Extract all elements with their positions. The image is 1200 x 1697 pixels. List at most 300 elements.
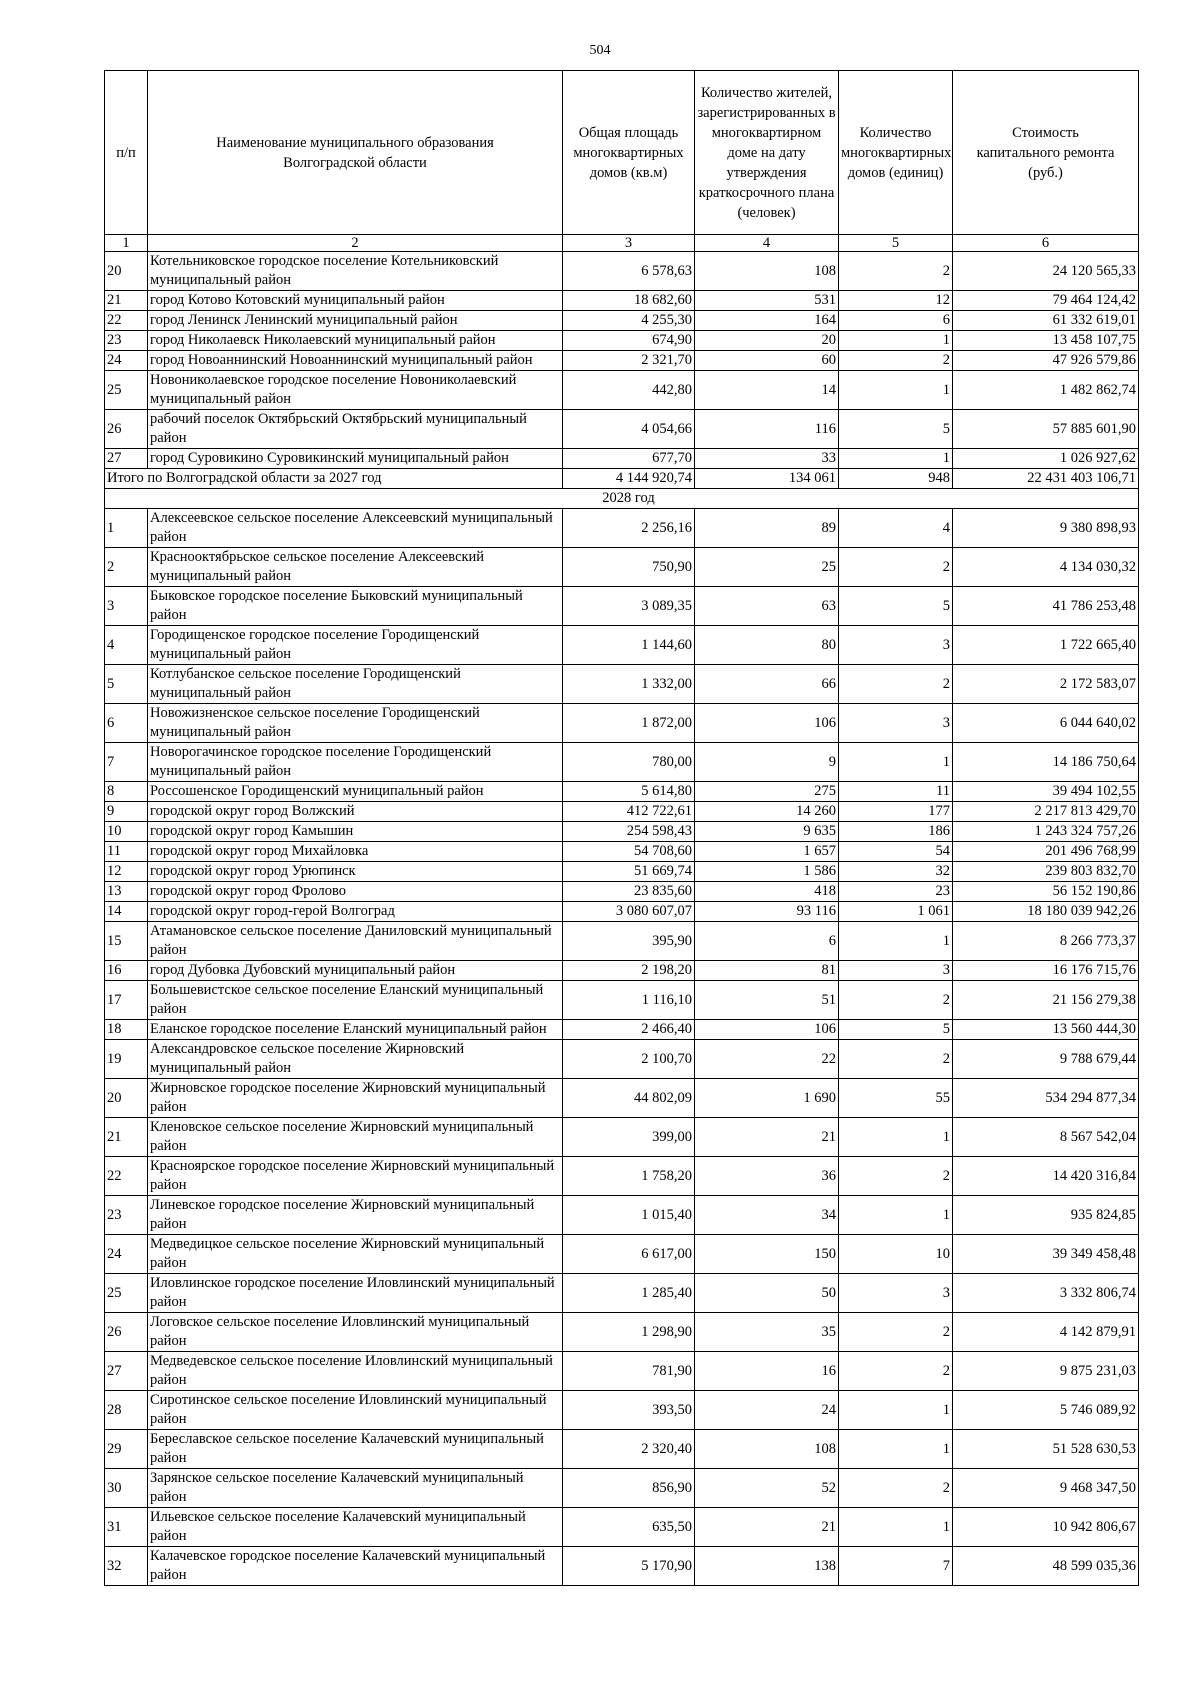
residents-value: 21 xyxy=(695,1508,839,1547)
residents-value: 34 xyxy=(695,1196,839,1235)
row-number: 17 xyxy=(105,981,148,1020)
residents-value: 66 xyxy=(695,665,839,704)
cost-value: 9 380 898,93 xyxy=(953,509,1139,548)
residents-value: 93 116 xyxy=(695,902,839,922)
municipality-name: городской округ город Фролово xyxy=(148,882,563,902)
municipality-name: Линевское городское поселение Жирновский муниципальный район xyxy=(148,1196,563,1235)
capital-repair-table xyxy=(104,70,1139,1586)
houses-value: 2 xyxy=(839,981,953,1020)
rows-2028 xyxy=(105,509,1139,1586)
table-row xyxy=(105,252,1139,291)
area-value: 1 116,10 xyxy=(563,981,695,1020)
table-row xyxy=(105,704,1139,743)
total-residents: 134 061 xyxy=(695,469,839,489)
houses-value: 4 xyxy=(839,509,953,548)
table-row xyxy=(105,922,1139,961)
houses-value: 186 xyxy=(839,822,953,842)
houses-value: 1 xyxy=(839,743,953,782)
table-row xyxy=(105,509,1139,548)
houses-value: 3 xyxy=(839,704,953,743)
table-row xyxy=(105,1391,1139,1430)
table-row xyxy=(105,665,1139,704)
municipality-name: Зарянское сельское поселение Калачевский муниципальный район xyxy=(148,1469,563,1508)
houses-value: 23 xyxy=(839,882,953,902)
area-value: 750,90 xyxy=(563,548,695,587)
table-row xyxy=(105,587,1139,626)
cost-value: 4 134 030,32 xyxy=(953,548,1139,587)
cost-value: 61 332 619,01 xyxy=(953,311,1139,331)
cost-value: 4 142 879,91 xyxy=(953,1313,1139,1352)
year-spacer xyxy=(105,489,563,509)
area-value: 780,00 xyxy=(563,743,695,782)
table-row xyxy=(105,981,1139,1020)
row-number: 28 xyxy=(105,1391,148,1430)
total-label: Итого по Волгоградской области за 2027 год xyxy=(105,469,563,489)
row-number: 25 xyxy=(105,1274,148,1313)
houses-value: 5 xyxy=(839,1020,953,1040)
row-number: 23 xyxy=(105,331,148,351)
residents-value: 150 xyxy=(695,1235,839,1274)
houses-value: 3 xyxy=(839,961,953,981)
row-number: 27 xyxy=(105,449,148,469)
houses-value: 2 xyxy=(839,351,953,371)
houses-value: 5 xyxy=(839,587,953,626)
residents-value: 9 635 xyxy=(695,822,839,842)
residents-value: 14 xyxy=(695,371,839,410)
cost-value: 9 788 679,44 xyxy=(953,1040,1139,1079)
residents-value: 531 xyxy=(695,291,839,311)
area-value: 395,90 xyxy=(563,922,695,961)
residents-value: 1 586 xyxy=(695,862,839,882)
page-number: 504 xyxy=(589,43,611,58)
table-row xyxy=(105,1157,1139,1196)
residents-value: 9 xyxy=(695,743,839,782)
header-col-cost: Стоимость капитального ремонта (руб.) xyxy=(953,71,1139,235)
houses-value: 10 xyxy=(839,1235,953,1274)
row-number: 20 xyxy=(105,252,148,291)
houses-value: 1 xyxy=(839,371,953,410)
municipality-name: Атамановское сельское поселение Даниловский муниципальный район xyxy=(148,922,563,961)
houses-value: 3 xyxy=(839,1274,953,1313)
area-value: 412 722,61 xyxy=(563,802,695,822)
residents-value: 1 657 xyxy=(695,842,839,862)
row-number: 32 xyxy=(105,1547,148,1586)
houses-value: 177 xyxy=(839,802,953,822)
houses-value: 1 xyxy=(839,331,953,351)
table-row xyxy=(105,862,1139,882)
residents-value: 36 xyxy=(695,1157,839,1196)
column-number: 1 xyxy=(105,235,148,252)
houses-value: 2 xyxy=(839,1313,953,1352)
municipality-name: городской округ город Михайловка xyxy=(148,842,563,862)
municipality-name: городской округ город Камышин xyxy=(148,822,563,842)
residents-value: 50 xyxy=(695,1274,839,1313)
municipality-name: городской округ город Волжский xyxy=(148,802,563,822)
row-number: 2 xyxy=(105,548,148,587)
cost-value: 1 026 927,62 xyxy=(953,449,1139,469)
column-number: 5 xyxy=(839,235,953,252)
row-number: 12 xyxy=(105,862,148,882)
cost-value: 47 926 579,86 xyxy=(953,351,1139,371)
area-value: 1 332,00 xyxy=(563,665,695,704)
table-row xyxy=(105,626,1139,665)
row-number: 29 xyxy=(105,1430,148,1469)
cost-value: 39 494 102,55 xyxy=(953,782,1139,802)
area-value: 3 080 607,07 xyxy=(563,902,695,922)
municipality-name: Логовское сельское поселение Иловлинский муниципальный район xyxy=(148,1313,563,1352)
table-row xyxy=(105,351,1139,371)
area-value: 4 054,66 xyxy=(563,410,695,449)
cost-value: 8 567 542,04 xyxy=(953,1118,1139,1157)
area-value: 781,90 xyxy=(563,1352,695,1391)
cost-value: 9 468 347,50 xyxy=(953,1469,1139,1508)
row-number: 3 xyxy=(105,587,148,626)
residents-value: 63 xyxy=(695,587,839,626)
residents-value: 106 xyxy=(695,1020,839,1040)
area-value: 856,90 xyxy=(563,1469,695,1508)
table-row xyxy=(105,802,1139,822)
table-row xyxy=(105,782,1139,802)
area-value: 1 285,40 xyxy=(563,1274,695,1313)
area-value: 674,90 xyxy=(563,331,695,351)
houses-value: 1 xyxy=(839,1508,953,1547)
municipality-name: город Суровикино Суровикинский муниципальный район xyxy=(148,449,563,469)
houses-value: 54 xyxy=(839,842,953,862)
area-value: 635,50 xyxy=(563,1508,695,1547)
table-row xyxy=(105,882,1139,902)
row-number: 15 xyxy=(105,922,148,961)
municipality-name: городской округ город Урюпинск xyxy=(148,862,563,882)
residents-value: 89 xyxy=(695,509,839,548)
cost-value: 1 243 324 757,26 xyxy=(953,822,1139,842)
municipality-name: Медведевское сельское поселение Иловлинский муниципальный район xyxy=(148,1352,563,1391)
total-houses: 948 xyxy=(839,469,953,489)
municipality-name: Иловлинское городское поселение Иловлинский муниципальный район xyxy=(148,1274,563,1313)
municipality-name: город Николаевск Николаевский муниципальный район xyxy=(148,331,563,351)
cost-value: 57 885 601,90 xyxy=(953,410,1139,449)
houses-value: 2 xyxy=(839,665,953,704)
cost-value: 1 482 862,74 xyxy=(953,371,1139,410)
municipality-name: Ильевское сельское поселение Калачевский муниципальный район xyxy=(148,1508,563,1547)
table-row xyxy=(105,842,1139,862)
table-row xyxy=(105,1430,1139,1469)
row-number: 18 xyxy=(105,1020,148,1040)
total-area: 4 144 920,74 xyxy=(563,469,695,489)
table-row xyxy=(105,743,1139,782)
municipality-name: Россошенское Городищенский муниципальный район xyxy=(148,782,563,802)
residents-value: 418 xyxy=(695,882,839,902)
residents-value: 80 xyxy=(695,626,839,665)
residents-value: 164 xyxy=(695,311,839,331)
residents-value: 16 xyxy=(695,1352,839,1391)
area-value: 4 255,30 xyxy=(563,311,695,331)
municipality-name: город Котово Котовский муниципальный район xyxy=(148,291,563,311)
area-value: 393,50 xyxy=(563,1391,695,1430)
row-number: 27 xyxy=(105,1352,148,1391)
table-row xyxy=(105,961,1139,981)
header-col-name: Наименование муниципального образования Волгоградской области xyxy=(148,71,563,235)
residents-value: 24 xyxy=(695,1391,839,1430)
residents-value: 35 xyxy=(695,1313,839,1352)
cost-value: 10 942 806,67 xyxy=(953,1508,1139,1547)
residents-value: 275 xyxy=(695,782,839,802)
table-row xyxy=(105,1118,1139,1157)
houses-value: 11 xyxy=(839,782,953,802)
area-value: 677,70 xyxy=(563,449,695,469)
municipality-name: Еланское городское поселение Еланский муниципальный район xyxy=(148,1020,563,1040)
houses-value: 7 xyxy=(839,1547,953,1586)
table-row xyxy=(105,291,1139,311)
area-value: 6 617,00 xyxy=(563,1235,695,1274)
cost-value: 2 172 583,07 xyxy=(953,665,1139,704)
cost-value: 79 464 124,42 xyxy=(953,291,1139,311)
table-row xyxy=(105,902,1139,922)
row-number: 7 xyxy=(105,743,148,782)
residents-value: 51 xyxy=(695,981,839,1020)
table-row xyxy=(105,331,1139,351)
cost-value: 3 332 806,74 xyxy=(953,1274,1139,1313)
table-row xyxy=(105,1079,1139,1118)
row-number: 21 xyxy=(105,1118,148,1157)
area-value: 3 089,35 xyxy=(563,587,695,626)
cost-value: 8 266 773,37 xyxy=(953,922,1139,961)
row-number: 10 xyxy=(105,822,148,842)
area-value: 5 170,90 xyxy=(563,1547,695,1586)
houses-value: 1 xyxy=(839,1118,953,1157)
area-value: 2 256,16 xyxy=(563,509,695,548)
table-row xyxy=(105,1547,1139,1586)
houses-value: 2 xyxy=(839,1040,953,1079)
row-number: 19 xyxy=(105,1040,148,1079)
area-value: 6 578,63 xyxy=(563,252,695,291)
table-row xyxy=(105,1274,1139,1313)
cost-value: 201 496 768,99 xyxy=(953,842,1139,862)
houses-value: 5 xyxy=(839,410,953,449)
row-number: 24 xyxy=(105,1235,148,1274)
area-value: 51 669,74 xyxy=(563,862,695,882)
row-number: 6 xyxy=(105,704,148,743)
area-value: 2 100,70 xyxy=(563,1040,695,1079)
row-number: 4 xyxy=(105,626,148,665)
municipality-name: Котельниковское городское поселение Котельниковский муниципальный район xyxy=(148,252,563,291)
cost-value: 24 120 565,33 xyxy=(953,252,1139,291)
residents-value: 108 xyxy=(695,252,839,291)
houses-value: 3 xyxy=(839,626,953,665)
residents-value: 14 260 xyxy=(695,802,839,822)
municipality-name: Береславское сельское поселение Калачевский муниципальный район xyxy=(148,1430,563,1469)
municipality-name: Краснооктябрьское сельское поселение Алексеевский муниципальный район xyxy=(148,548,563,587)
table-row xyxy=(105,1352,1139,1391)
cost-value: 39 349 458,48 xyxy=(953,1235,1139,1274)
municipality-name: Большевистское сельское поселение Еланский муниципальный район xyxy=(148,981,563,1020)
houses-value: 2 xyxy=(839,1469,953,1508)
row-number: 11 xyxy=(105,842,148,862)
row-number: 24 xyxy=(105,351,148,371)
area-value: 23 835,60 xyxy=(563,882,695,902)
houses-value: 2 xyxy=(839,1157,953,1196)
cost-value: 534 294 877,34 xyxy=(953,1079,1139,1118)
houses-value: 6 xyxy=(839,311,953,331)
row-number: 26 xyxy=(105,1313,148,1352)
municipality-name: Красноярское городское поселение Жирновский муниципальный район xyxy=(148,1157,563,1196)
municipality-name: город Новоаннинский Новоаннинский муниципальный район xyxy=(148,351,563,371)
houses-value: 1 xyxy=(839,1196,953,1235)
houses-value: 12 xyxy=(839,291,953,311)
rows-2027 xyxy=(105,252,1139,469)
cost-value: 14 186 750,64 xyxy=(953,743,1139,782)
table-row xyxy=(105,449,1139,469)
row-number: 16 xyxy=(105,961,148,981)
municipality-name: город Ленинск Ленинский муниципальный район xyxy=(148,311,563,331)
header-col-area: Общая площадь многоквартирных домов (кв.м) xyxy=(563,71,695,235)
column-number: 6 xyxy=(953,235,1139,252)
area-value: 254 598,43 xyxy=(563,822,695,842)
table-row xyxy=(105,548,1139,587)
row-number: 5 xyxy=(105,665,148,704)
table-row xyxy=(105,1508,1139,1547)
table-row xyxy=(105,1040,1139,1079)
area-value: 18 682,60 xyxy=(563,291,695,311)
row-number: 22 xyxy=(105,311,148,331)
cost-value: 56 152 190,86 xyxy=(953,882,1139,902)
cost-value: 18 180 039 942,26 xyxy=(953,902,1139,922)
cost-value: 51 528 630,53 xyxy=(953,1430,1139,1469)
table-row xyxy=(105,371,1139,410)
houses-value: 2 xyxy=(839,252,953,291)
area-value: 5 614,80 xyxy=(563,782,695,802)
houses-value: 1 xyxy=(839,922,953,961)
column-number: 2 xyxy=(148,235,563,252)
area-value: 399,00 xyxy=(563,1118,695,1157)
row-number: 26 xyxy=(105,410,148,449)
row-number: 31 xyxy=(105,1508,148,1547)
municipality-name: Медведицкое сельское поселение Жирновский муниципальный район xyxy=(148,1235,563,1274)
total-row xyxy=(105,469,1139,489)
area-value: 1 872,00 xyxy=(563,704,695,743)
header-row xyxy=(105,71,1139,235)
cost-value: 21 156 279,38 xyxy=(953,981,1139,1020)
houses-value: 55 xyxy=(839,1079,953,1118)
row-number: 20 xyxy=(105,1079,148,1118)
municipality-name: Калачевское городское поселение Калачевский муниципальный район xyxy=(148,1547,563,1586)
row-number: 13 xyxy=(105,882,148,902)
cost-value: 5 746 089,92 xyxy=(953,1391,1139,1430)
residents-value: 108 xyxy=(695,1430,839,1469)
row-number: 23 xyxy=(105,1196,148,1235)
houses-value: 1 xyxy=(839,1430,953,1469)
municipality-name: Сиротинское сельское поселение Иловлинский муниципальный район xyxy=(148,1391,563,1430)
residents-value: 106 xyxy=(695,704,839,743)
row-number: 9 xyxy=(105,802,148,822)
area-value: 2 198,20 xyxy=(563,961,695,981)
table-row xyxy=(105,1196,1139,1235)
municipality-name: Жирновское городское поселение Жирновский муниципальный район xyxy=(148,1079,563,1118)
residents-value: 6 xyxy=(695,922,839,961)
houses-value: 1 061 xyxy=(839,902,953,922)
area-value: 44 802,09 xyxy=(563,1079,695,1118)
area-value: 1 015,40 xyxy=(563,1196,695,1235)
header-col-residents: Количество жителей, зарегистрированных в многоквартирном доме на дату утверждения краткосрочного плана (человек) xyxy=(695,71,839,235)
row-number: 8 xyxy=(105,782,148,802)
row-number: 21 xyxy=(105,291,148,311)
residents-value: 116 xyxy=(695,410,839,449)
houses-value: 1 xyxy=(839,1391,953,1430)
cost-value: 13 458 107,75 xyxy=(953,331,1139,351)
area-value: 54 708,60 xyxy=(563,842,695,862)
municipality-name: Кленовское сельское поселение Жирновский муниципальный район xyxy=(148,1118,563,1157)
cost-value: 6 044 640,02 xyxy=(953,704,1139,743)
row-number: 14 xyxy=(105,902,148,922)
area-value: 2 466,40 xyxy=(563,1020,695,1040)
municipality-name: Александровское сельское поселение Жирновский муниципальный район xyxy=(148,1040,563,1079)
municipality-name: рабочий поселок Октябрьский Октябрьский муниципальный район xyxy=(148,410,563,449)
municipality-name: Новорогачинское городское поселение Городищенский муниципальный район xyxy=(148,743,563,782)
row-number: 30 xyxy=(105,1469,148,1508)
table-row xyxy=(105,410,1139,449)
total-2027 xyxy=(105,469,1139,509)
area-value: 2 321,70 xyxy=(563,351,695,371)
row-number: 22 xyxy=(105,1157,148,1196)
year-spacer xyxy=(695,489,1139,509)
residents-value: 21 xyxy=(695,1118,839,1157)
column-number: 4 xyxy=(695,235,839,252)
residents-value: 33 xyxy=(695,449,839,469)
header-col-index: п/п xyxy=(105,71,148,235)
municipality-name: Котлубанское сельское поселение Городищенский муниципальный район xyxy=(148,665,563,704)
houses-value: 32 xyxy=(839,862,953,882)
cost-value: 9 875 231,03 xyxy=(953,1352,1139,1391)
row-number: 25 xyxy=(105,371,148,410)
cost-value: 16 176 715,76 xyxy=(953,961,1139,981)
area-value: 442,80 xyxy=(563,371,695,410)
residents-value: 1 690 xyxy=(695,1079,839,1118)
municipality-name: Новониколаевское городское поселение Новониколаевский муниципальный район xyxy=(148,371,563,410)
table-row xyxy=(105,1020,1139,1040)
total-cost: 22 431 403 106,71 xyxy=(953,469,1139,489)
cost-value: 41 786 253,48 xyxy=(953,587,1139,626)
residents-value: 60 xyxy=(695,351,839,371)
area-value: 1 758,20 xyxy=(563,1157,695,1196)
table-row xyxy=(105,1469,1139,1508)
cost-value: 13 560 444,30 xyxy=(953,1020,1139,1040)
cost-value: 14 420 316,84 xyxy=(953,1157,1139,1196)
houses-value: 2 xyxy=(839,548,953,587)
residents-value: 81 xyxy=(695,961,839,981)
year-2028-row xyxy=(105,489,1139,509)
table-row xyxy=(105,1235,1139,1274)
residents-value: 138 xyxy=(695,1547,839,1586)
residents-value: 22 xyxy=(695,1040,839,1079)
cost-value: 1 722 665,40 xyxy=(953,626,1139,665)
column-number-row xyxy=(105,235,1139,252)
residents-value: 52 xyxy=(695,1469,839,1508)
cost-value: 48 599 035,36 xyxy=(953,1547,1139,1586)
municipality-name: Алексеевское сельское поселение Алексеевский муниципальный район xyxy=(148,509,563,548)
area-value: 2 320,40 xyxy=(563,1430,695,1469)
houses-value: 1 xyxy=(839,449,953,469)
municipality-name: Новожизненское сельское поселение Городищенский муниципальный район xyxy=(148,704,563,743)
cost-value: 2 217 813 429,70 xyxy=(953,802,1139,822)
municipality-name: городской округ город-герой Волгоград xyxy=(148,902,563,922)
residents-value: 25 xyxy=(695,548,839,587)
year-2028-heading: 2028 год xyxy=(563,489,695,509)
cost-value: 239 803 832,70 xyxy=(953,862,1139,882)
municipality-name: Быковское городское поселение Быковский муниципальный район xyxy=(148,587,563,626)
table-row xyxy=(105,1313,1139,1352)
municipality-name: город Дубовка Дубовский муниципальный район xyxy=(148,961,563,981)
cost-value: 935 824,85 xyxy=(953,1196,1139,1235)
area-value: 1 298,90 xyxy=(563,1313,695,1352)
